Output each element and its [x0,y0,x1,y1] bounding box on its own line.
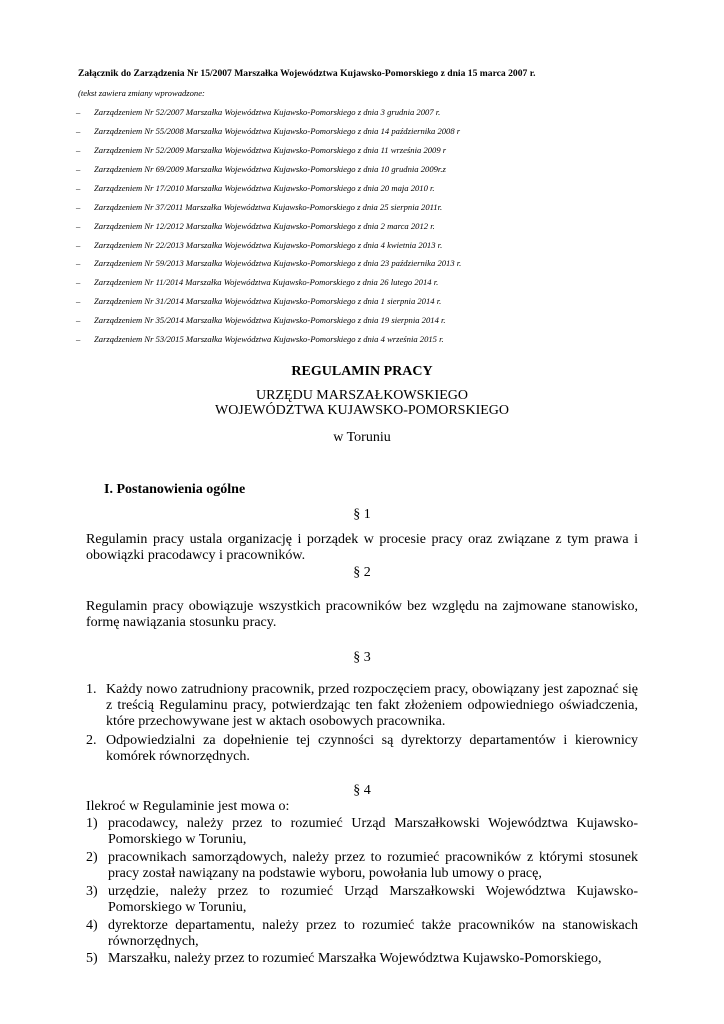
document-title: REGULAMIN PRACY [291,364,433,379]
definition-item: 3) urzędzie, należy przez to rozumieć Urząd Marszałkowski Województwa Kujawsko-Pomorskiego w Toruniu, [86,884,638,915]
definition-item: 2) pracownikach samorządowych, należy przez to rozumieć pracowników z którymi stosunek pracy został nawiązany na podstawie wyboru, powołania lub umowy o pracę, [86,850,638,881]
chapter-heading: I. Postanowienia ogólne [104,482,246,497]
annex-header: Załącznik do Zarządzenia Nr 15/2007 Marszałka Województwa Kujawsko-Pomorskiego z dnia 15 marca 2007 r. [78,68,536,79]
paragraph-4-sign: § 4 [353,783,371,798]
office-city: w Toruniu [333,430,391,445]
office-name-line-1: URZĘDU MARSZAŁKOWSKIEGO [256,388,468,403]
paragraph-1-text: Regulamin pracy ustala organizację i porządek w procesie pracy oraz związane z tym prawa i obowiązki pracodawcy i pracowników. [86,532,638,563]
changes-note: (tekst zawiera zmiany wprowadzone: [78,88,205,98]
paragraph-3-item: 2. Odpowiedzialni za dopełnienie tej czynności są dyrektorzy departamentów i kierownicy komórek równorzędnych. [86,733,638,764]
definition-item: 5) Marszałku, należy przez to rozumieć Marszałka Województwa Kujawsko-Pomorskiego, [86,951,602,966]
paragraph-3-sign: § 3 [353,650,371,665]
office-name-line-2: WOJEWÓDZTWA KUJAWSKO-POMORSKIEGO [214,403,510,418]
document-page: Załącznik do Zarządzenia Nr 15/2007 Marszałka Województwa Kujawsko-Pomorskiego z dnia 15 marca 2007 r. (tekst zawiera zmiany wprowadzone: – Zarządzeniem Nr 52/2007 Marszałka Województwa Kujawsko-Pomorskiego z dnia 3 grudnia 2007 r. – Zarządzeniem Nr 55/2008 Marszałka Województwa Kujawsko-Pomorskiego z dnia 14 października 2008 r – Zarządzeniem Nr 52/2009 Marszałka Województwa Kujawsko-Pomorskiego z dnia 11 września 2009 r – Zarządzeniem Nr 69/2009 Marszałka Województwa Kujawsko-Pomorskiego z dnia 10 grudnia 2009r.z – Zarządzeniem Nr 17/2010 Marszałka Województwa Kujawsko-Pomorskiego z dnia 20 maja 2010 r. – Zarządzeniem Nr 37/2011 Marszałka Województwa Kujawsko-Pomorskiego z dnia 25 sierpnia 2011r. – Zarządzeniem Nr 12/2012 Marszałka Województwa Kujawsko-Pomorskiego z dnia 2 marca 2012 r. – Zarządzeniem Nr 22/2013 Marszałka Województwa Kujawsko-Pomorskiego z dnia 4 kwietnia 2013 r. – Zarządzeniem Nr 59/2013 Marszałka Województwa Kujawsko-Pomorskiego z dnia 23 października 2013 r. – Zarządzeniem Nr 11/2014 Marszałka Województwa Kujawsko-Pomorskiego z dnia 26 lutego 2014 r. – Zarządzeniem Nr 31/2014 Marszałka Województwa Kujawsko-Pomorskiego z dnia 1 sierpnia 2014 r. – Zarządzeniem Nr 35/2014 Marszałka Województwa Kujawsko-Pomorskiego z dnia 19 sierpnia 2014 r. – Zarządzeniem Nr 53/2015 Marszałka Województwa Kujawsko-Pomorskiego z dnia 4 września 2015 r. REGULAMIN PRACY URZĘDU MARSZAŁKOWSKIEGO WOJEWÓDZTWA KUJAWSKO-POMORSKIEGO w Toruniu I. Postanowienia ogólne § 1 Regulamin pracy ustala organizację i porządek w procesie pracy oraz związane z tym prawa i obowiązki pracodawcy i pracowników. § 2 Regulamin pracy obowiązuje wszystkich pracowników bez względu na zajmowane stanowisko, formę nawiązania stosunku pracy. § 3 1. Każdy nowo zatrudniony pracownik, przed rozpoczęciem pracy, obowiązany jest zapoznać się z treścią Regulaminu pracy, potwierdzając ten fakt złożeniem odpowiedniego oświadczenia, które przechowywane jest w aktach osobowych pracownika. 2. Odpowiedzialni za dopełnienie tej czynności są dyrektorzy departamentów i kierownicy komórek równorzędnych. § 4 Ilekroć w Regulaminie jest mowa o: 1) pracodawcy, należy przez to rozumieć Urząd Marszałkowski Województwa Kujawsko-Pomorskiego w Toruniu, 2) pracownikach samorządowych, należy przez to rozumieć pracowników z którymi stosunek pracy został nawiązany na podstawie wyboru, powołania lub umowy o pracę, 3) urzędzie, należy przez to rozumieć Urząd Marszałkowski Województwa Kujawsko-Pomorskiego w Toruniu, 4) dyrektorze departamentu, należy przez to rozumieć także pracowników na stanowiskach równorzędnych, 5) Marszałku, należy przez to rozumieć Marszałka Województwa Kujawsko-Pomorskiego, [0,0,724,1024]
paragraph-4-intro: Ilekroć w Regulaminie jest mowa o: [86,799,290,814]
paragraph-2-sign: § 2 [353,565,371,580]
definition-item: 1) pracodawcy, należy przez to rozumieć Urząd Marszałkowski Województwa Kujawsko-Pomorskiego w Toruniu, [86,816,638,847]
definition-item: 4) dyrektorze departamentu, należy przez to rozumieć także pracowników na stanowiskach równorzędnych, [86,918,638,949]
paragraph-3-item: 1. Każdy nowo zatrudniony pracownik, przed rozpoczęciem pracy, obowiązany jest zapoznać się z treścią Regulaminu pracy, potwierdzając ten fakt złożeniem odpowiedniego oświadczenia, które przechowywane jest w aktach osobowych pracownika. [86,682,638,729]
paragraph-1-sign: § 1 [353,507,371,522]
paragraph-2-text: Regulamin pracy obowiązuje wszystkich pracowników bez względu na zajmowane stanowisko, formę nawiązania stosunku pracy. [86,599,638,630]
